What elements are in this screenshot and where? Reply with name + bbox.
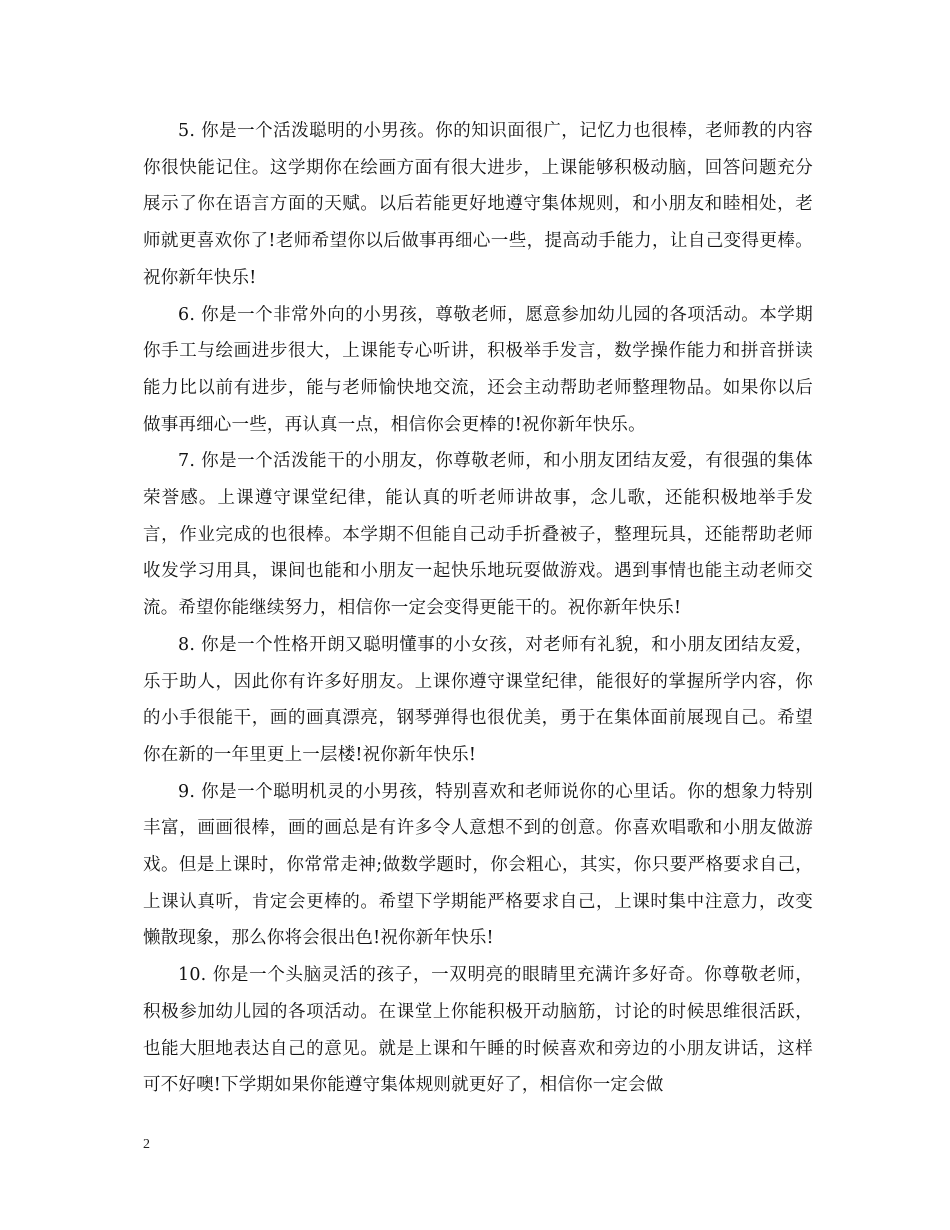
paragraph-10: 10. 你是一个头脑灵活的孩子，一双明亮的眼睛里充满许多好奇。你尊敬老师，积极参加幼儿园的各项活动。在课堂上你能积极开动脑筋，讨论的时候思维很活跃，也能大胆地表达自己的意见。就是上课和午睡的时候喜欢和旁边的小朋友讲话，这样可不好噢!下学期如果你能遵守集体规则就更好了，相信你一定会做 (143, 965, 813, 1096)
page-number: 2 (143, 1137, 150, 1152)
paragraph-5: 5. 你是一个活泼聪明的小男孩。你的知识面很广，记忆力也很棒，老师教的内容你很快能记住。这学期你在绘画方面有很大进步，上课能够积极动脑，回答问题充分展示了你在语言方面的天赋。以后若能更好地遵守集体规则，和小朋友和睦相处，老师就更喜欢你了!老师希望你以后做事再细心一些，提高动手能力，让自己变得更棒。祝你新年快乐! (143, 121, 813, 288)
paragraph-7: 7. 你是一个活泼能干的小朋友，你尊敬老师，和小朋友团结友爱，有很强的集体荣誉感。上课遵守课堂纪律，能认真的听老师讲故事，念儿歌，还能积极地举手发言，作业完成的也很棒。本学期不但能自己动手折叠被子，整理玩具，还能帮助老师收发学习用具，课间也能和小朋友一起快乐地玩耍做游戏。遇到事情也能主动老师交流。希望你能继续努力，相信你一定会变得更能干的。祝你新年快乐! (143, 451, 813, 619)
paragraph-8: 8. 你是一个性格开朗又聪明懂事的小女孩，对老师有礼貌，和小朋友团结友爱，乐于助人，因此你有许多好朋友。上课你遵守课堂纪律，能很好的掌握所学内容，你的小手很能干，画的画真漂亮，钢琴弹得也很优美，勇于在集体面前展现自己。希望你在新的一年里更上一层楼!祝你新年快乐! (143, 634, 813, 765)
paragraph-9: 9. 你是一个聪明机灵的小男孩，特别喜欢和老师说你的心里话。你的想象力特别丰富，画画很棒，画的画总是有许多令人意想不到的创意。你喜欢唱歌和小朋友做游戏。但是上课时，你常常走神;做数学题时，你会粗心，其实，你只要严格要求自己，上课认真听，肯定会更棒的。希望下学期能严格要求自己，上课时集中注意力，改变懒散现象，那么你将会很出色!祝你新年快乐! (143, 781, 813, 949)
document-body (143, 113, 813, 1104)
paragraph-6: 6. 你是一个非常外向的小男孩，尊敬老师，愿意参加幼儿园的各项活动。本学期你手工与绘画进步很大，上课能专心听讲，积极举手发言，数学操作能力和拼音拼读能力比以前有进步，能与老师愉快地交流，还会主动帮助老师整理物品。如果你以后做事再细心一些，再认真一点，相信你会更棒的!祝你新年快乐。 (143, 304, 813, 435)
